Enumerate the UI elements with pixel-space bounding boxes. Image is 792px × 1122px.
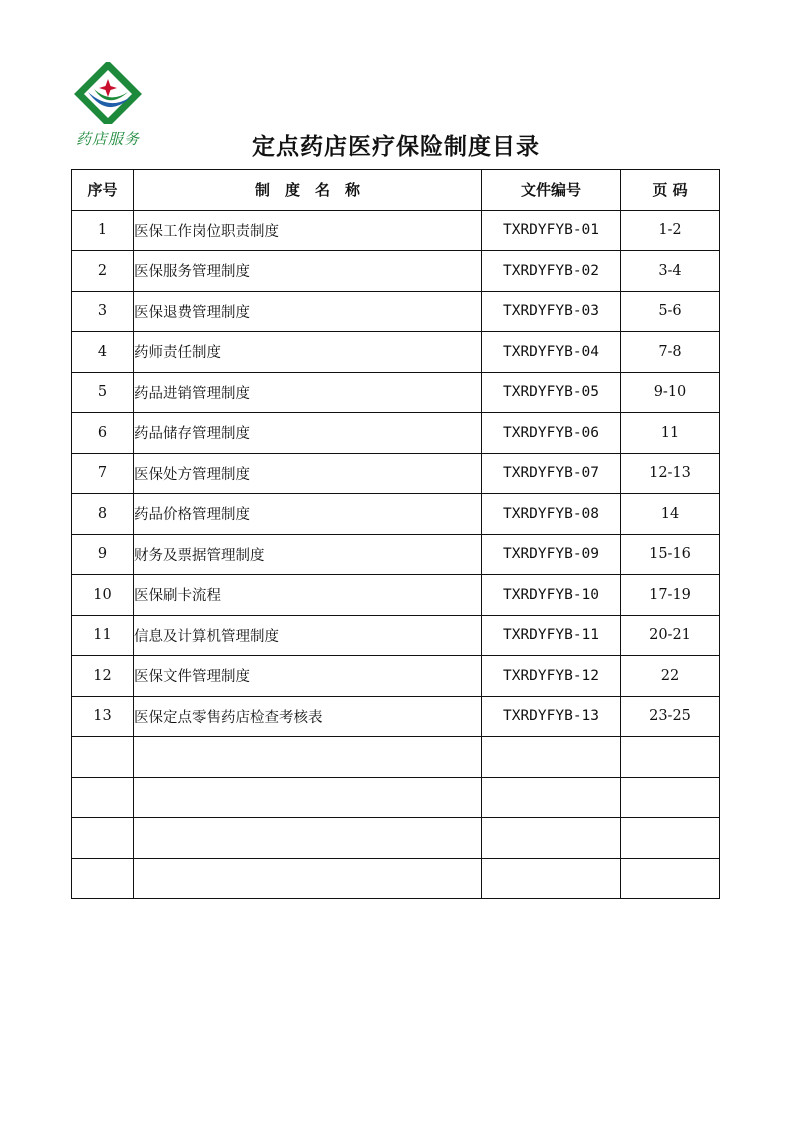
table-header-row [72, 170, 720, 211]
row-number [72, 818, 134, 859]
row-file-code: TXRDYFYB-08 [482, 494, 621, 535]
header-name: 制 度 名 称 [134, 170, 482, 211]
table-row [72, 332, 720, 373]
table-row [72, 818, 720, 859]
row-number: 7 [72, 453, 134, 494]
row-pages: 23-25 [621, 696, 720, 737]
row-name [134, 858, 482, 899]
row-pages [621, 818, 720, 859]
row-file-code [482, 858, 621, 899]
table-row [72, 534, 720, 575]
row-pages: 12-13 [621, 453, 720, 494]
row-number [72, 858, 134, 899]
table-row [72, 656, 720, 697]
row-number: 5 [72, 372, 134, 413]
row-file-code: TXRDYFYB-04 [482, 332, 621, 373]
row-file-code [482, 737, 621, 778]
row-number: 6 [72, 413, 134, 454]
row-number: 10 [72, 575, 134, 616]
table-row [72, 413, 720, 454]
table-row [72, 291, 720, 332]
table-row [72, 494, 720, 535]
row-name: 药品价格管理制度 [134, 494, 482, 535]
table-row [72, 251, 720, 292]
row-number: 13 [72, 696, 134, 737]
row-name [134, 737, 482, 778]
row-name [134, 818, 482, 859]
row-pages: 3-4 [621, 251, 720, 292]
row-number: 2 [72, 251, 134, 292]
header-no: 序号 [72, 170, 134, 211]
table-row [72, 858, 720, 899]
page-title: 定点药店医疗保险制度目录 [252, 134, 540, 160]
row-file-code: TXRDYFYB-07 [482, 453, 621, 494]
row-pages: 17-19 [621, 575, 720, 616]
row-pages: 20-21 [621, 615, 720, 656]
row-file-code: TXRDYFYB-05 [482, 372, 621, 413]
row-number: 9 [72, 534, 134, 575]
row-pages [621, 777, 720, 818]
row-name: 药品储存管理制度 [134, 413, 482, 454]
row-name: 医保服务管理制度 [134, 251, 482, 292]
table-row [72, 696, 720, 737]
row-number: 1 [72, 210, 134, 251]
row-pages: 7-8 [621, 332, 720, 373]
row-pages [621, 737, 720, 778]
catalog-table [71, 169, 720, 899]
table-row [72, 372, 720, 413]
row-pages: 5-6 [621, 291, 720, 332]
row-file-code: TXRDYFYB-02 [482, 251, 621, 292]
table-row [72, 453, 720, 494]
row-name: 医保定点零售药店检查考核表 [134, 696, 482, 737]
row-file-code: TXRDYFYB-09 [482, 534, 621, 575]
row-number: 8 [72, 494, 134, 535]
header-code: 文件编号 [482, 170, 621, 211]
row-pages: 1-2 [621, 210, 720, 251]
row-file-code: TXRDYFYB-03 [482, 291, 621, 332]
row-pages: 9-10 [621, 372, 720, 413]
row-file-code: TXRDYFYB-06 [482, 413, 621, 454]
table-row [72, 777, 720, 818]
row-number: 11 [72, 615, 134, 656]
row-number: 3 [72, 291, 134, 332]
table-row [72, 210, 720, 251]
row-file-code: TXRDYFYB-10 [482, 575, 621, 616]
row-pages: 11 [621, 413, 720, 454]
logo-emblem-icon [74, 62, 142, 124]
row-file-code: TXRDYFYB-12 [482, 656, 621, 697]
row-name: 财务及票据管理制度 [134, 534, 482, 575]
row-name: 信息及计算机管理制度 [134, 615, 482, 656]
row-pages: 22 [621, 656, 720, 697]
row-name: 医保处方管理制度 [134, 453, 482, 494]
row-name: 医保退费管理制度 [134, 291, 482, 332]
row-pages [621, 858, 720, 899]
logo-text: 药店服务 [75, 130, 140, 148]
row-number: 4 [72, 332, 134, 373]
row-number: 12 [72, 656, 134, 697]
table-row [72, 615, 720, 656]
row-file-code: TXRDYFYB-01 [482, 210, 621, 251]
header-page: 页 码 [621, 170, 720, 211]
row-file-code [482, 818, 621, 859]
row-number [72, 737, 134, 778]
row-name: 药品进销管理制度 [134, 372, 482, 413]
table-row [72, 737, 720, 778]
row-name [134, 777, 482, 818]
row-pages: 15-16 [621, 534, 720, 575]
row-pages: 14 [621, 494, 720, 535]
table-row [72, 575, 720, 616]
row-name: 医保刷卡流程 [134, 575, 482, 616]
row-number [72, 777, 134, 818]
row-file-code: TXRDYFYB-13 [482, 696, 621, 737]
row-file-code [482, 777, 621, 818]
row-name: 医保工作岗位职责制度 [134, 210, 482, 251]
row-name: 医保文件管理制度 [134, 656, 482, 697]
row-name: 药师责任制度 [134, 332, 482, 373]
row-file-code: TXRDYFYB-11 [482, 615, 621, 656]
